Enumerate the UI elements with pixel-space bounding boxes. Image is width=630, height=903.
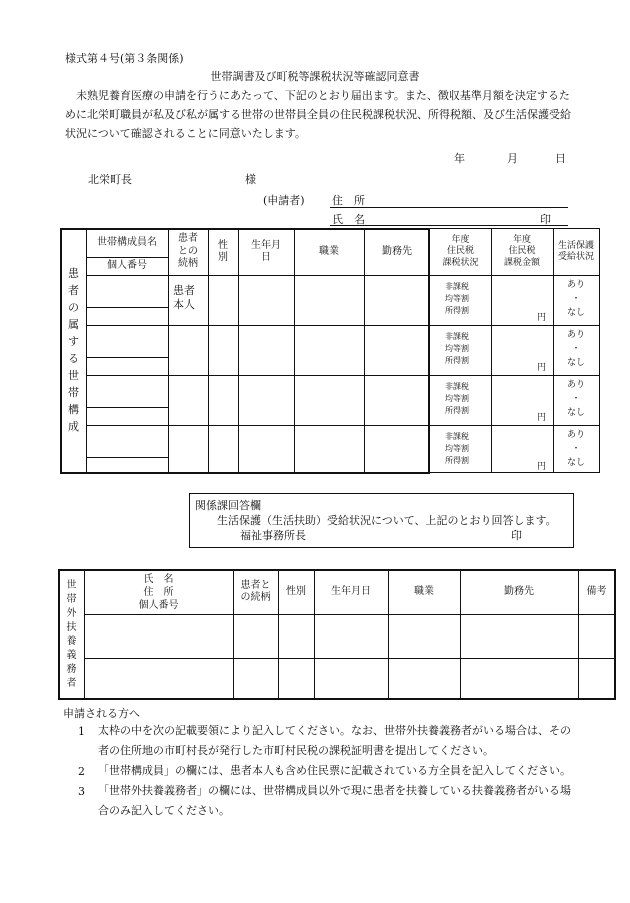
welfare-options[interactable]: あり ・ なし <box>566 430 585 468</box>
date-month-label: 月 <box>507 152 518 165</box>
dependents-header-workplace: 勤務先 <box>504 585 534 597</box>
yen-unit: 円 <box>537 313 547 323</box>
dependents-header-birthdate: 生年月日 <box>331 585 371 597</box>
addressee-name: 北栄町長 <box>88 173 132 186</box>
tax-options[interactable]: 非課税 均等割 所得割 <box>445 332 469 365</box>
welfare-options[interactable]: あり ・ なし <box>566 330 585 368</box>
dependents-side-label: 世 帯 外 扶 養 義 務 者 <box>66 579 77 689</box>
tax-options[interactable]: 非課税 均等割 所得割 <box>445 432 469 465</box>
applicant-label: (申請者) <box>263 194 305 207</box>
dependents-header-name: 氏 名 住 所 個人番号 <box>138 573 179 611</box>
dept-answer-text: 生活保護（生活扶助）受給状況について、上記のとおり回答します。 <box>217 514 557 527</box>
header-workplace: 勤務先 <box>382 245 412 257</box>
header-birthdate: 生年月 日 <box>251 239 281 263</box>
tax-options[interactable]: 非課税 均等割 所得割 <box>445 282 469 315</box>
header-tax-status: 年度 住民税 課税状況 <box>442 235 479 268</box>
dept-answer-heading: 関係課回答欄 <box>195 499 261 512</box>
header-member-name: 世帯構成員名 <box>97 236 157 248</box>
header-personal-number: 個人番号 <box>107 259 147 271</box>
note-number: 1 <box>78 725 85 738</box>
header-gender: 性 別 <box>218 239 228 263</box>
note-number: 3 <box>78 785 85 798</box>
welfare-office-label: 福祉事務所長 <box>240 529 306 542</box>
welfare-options[interactable]: あり ・ なし <box>566 380 585 418</box>
note-number: 2 <box>78 765 85 778</box>
dept-seal-mark: 印 <box>511 529 522 542</box>
tax-options[interactable]: 非課税 均等割 所得割 <box>445 382 469 415</box>
page-title: 世帯調書及び町税等課税状況等確認同意書 <box>210 70 420 83</box>
dependents-header-occupation: 職業 <box>414 585 434 597</box>
note-item: 「世帯構成員」の欄には、患者本人も含め住民票に記載されている方全員を記入してください。 <box>98 764 571 777</box>
intro-paragraph: 未熟児養育医療の申請を行うにあたって、下記のとおり届出ます。また、徴収基準月額を決定するために北栄町職員が私及び私が属する世帯の世帯員全員の住民税課税状況、所得税額、及び生活保護受給状況について確認されることに同意いたします。 <box>65 89 571 140</box>
date-year-label: 年 <box>454 152 465 165</box>
header-relation: 患者 との 続柄 <box>178 233 198 270</box>
address-label: 住 所 <box>332 194 365 207</box>
form-number: 様式第４号(第３条関係) <box>65 52 184 65</box>
dependents-header-remarks: 備考 <box>586 585 607 597</box>
dependents-header-gender: 性別 <box>286 585 306 597</box>
yen-unit: 円 <box>537 363 547 373</box>
household-side-label: 患 者 の 属 す る 世 帯 構 成 <box>68 267 79 433</box>
note-item: 太枠の中を次の記載要領により記入してください。なお、世帯外扶養義務者がいる場合は、その者の住所地の市町村長が発行した市町村民税の課税証明書を提出してください。 <box>98 724 571 757</box>
yen-unit: 円 <box>537 462 547 472</box>
welfare-options[interactable]: あり ・ なし <box>566 280 585 318</box>
patient-relation: 患者 本人 <box>173 284 195 311</box>
yen-unit: 円 <box>537 413 547 423</box>
notes-heading: 申請される方へ <box>63 707 140 720</box>
note-item: 「世帯外扶養義務者」の欄には、世帯構成員以外で現に患者を扶養している扶養義務者がいる場合のみ記入してください。 <box>98 784 571 817</box>
header-occupation: 職業 <box>319 245 339 257</box>
addressee-honorific: 様 <box>245 173 256 186</box>
header-welfare: 生活保護 受給状況 <box>557 240 594 262</box>
date-day-label: 日 <box>555 152 566 165</box>
dependents-header-relation: 患者と の続柄 <box>240 579 271 603</box>
name-label: 氏 名 <box>332 213 365 226</box>
address-field[interactable] <box>330 207 568 208</box>
name-field[interactable] <box>330 225 568 226</box>
seal-mark: 印 <box>540 213 551 226</box>
header-tax-amount: 年度 住民税 課税金額 <box>503 235 540 268</box>
